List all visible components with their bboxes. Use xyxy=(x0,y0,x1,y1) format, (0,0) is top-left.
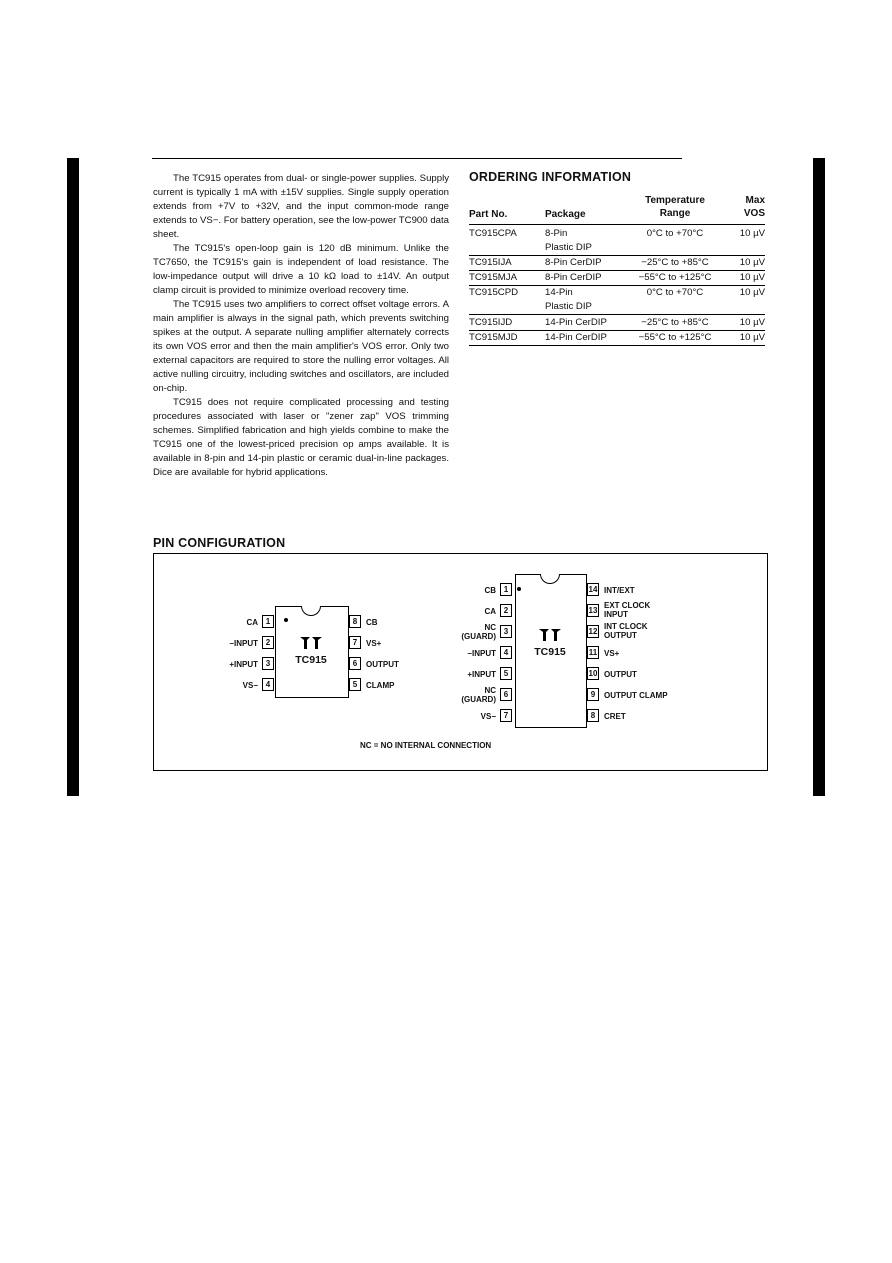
pin-config-frame xyxy=(153,553,768,771)
dip14-pin1-dot xyxy=(517,587,521,591)
paragraph-3: The TC915 uses two amplifiers to correct offset voltage errors. A main amplifier is always in the signal path, which prevents switching spikes at the output. A separate nulling amplifier alternately corrects its own VOS error and then the main amplifier's VOS error. Only two external capacitors are required to store the nulling error voltages. All active nulling circuitry, including switches and oscillators, are included on-chip. xyxy=(153,299,449,394)
row-package: 8-Pin xyxy=(545,228,568,239)
row-rule xyxy=(469,314,765,315)
header-max-2: VOS xyxy=(743,208,765,219)
dip14-pin-label: VS+ xyxy=(604,649,620,658)
ordering-title: ORDERING INFORMATION xyxy=(469,170,632,184)
row-temp: −25°C to +85°C xyxy=(641,257,709,268)
nc-note: NC = NO INTERNAL CONNECTION xyxy=(360,741,492,750)
dip14-pin-box: 1 xyxy=(500,583,512,596)
dip14-pin-box: 5 xyxy=(500,667,512,680)
header-rule xyxy=(469,224,765,225)
description-column xyxy=(153,172,449,480)
dip14-pin-label: NC xyxy=(484,623,496,632)
dip8-pin-box: 4 xyxy=(262,678,274,691)
dip8-pin-box: 7 xyxy=(349,636,361,649)
row-vos: 10 µV xyxy=(739,272,765,283)
dip14-pin-box: 9 xyxy=(587,688,599,701)
dip14-pin-label: VS− xyxy=(480,712,496,721)
dip14-pin-label: OUTPUT xyxy=(604,670,637,679)
row-temp: 0°C to +70°C xyxy=(646,287,704,298)
dip14-pin-box: 8 xyxy=(587,709,599,722)
row-vos: 10 µV xyxy=(739,332,765,343)
row-part: TC915IJA xyxy=(469,257,512,268)
row-package: 8-Pin CerDIP xyxy=(545,272,602,283)
dip14-pin-label: CA xyxy=(484,607,496,616)
row-rule xyxy=(469,345,765,346)
header-temp-1: Temperature xyxy=(645,195,705,206)
dip8-pin-label: OUTPUT xyxy=(366,660,399,669)
dip8-pin-label: VS− xyxy=(242,681,258,690)
dip14-pin-label: CRET xyxy=(604,712,626,721)
dip8-pin-box: 8 xyxy=(349,615,361,628)
dip8-pin-label: –INPUT xyxy=(229,639,258,648)
dip14-chip-label: TC915 xyxy=(534,646,566,658)
dip8-pin-box: 5 xyxy=(349,678,361,691)
dip8-pin-label: CA xyxy=(246,618,258,627)
dip14-pin-label-2: OUTPUT xyxy=(604,631,637,640)
dip14-pin-label: INT CLOCK xyxy=(604,622,648,631)
dip14-pin-box: 10 xyxy=(588,669,598,678)
header-package: Package xyxy=(545,209,586,220)
header-part: Part No. xyxy=(469,209,508,220)
dip14-pin-box: 12 xyxy=(588,627,598,636)
dip8-chip-label: TC915 xyxy=(295,654,327,666)
dip14-pin-box: 4 xyxy=(500,646,512,659)
row-part: TC915MJA xyxy=(469,272,517,283)
dip14-pin-box: 7 xyxy=(500,709,512,722)
row-vos: 10 µV xyxy=(739,287,765,298)
row-temp: −25°C to +85°C xyxy=(641,317,709,328)
row-vos: 10 µV xyxy=(739,257,765,268)
ordering-table xyxy=(469,192,765,352)
row-package-2: Plastic DIP xyxy=(545,301,592,312)
dip8-pin-box: 1 xyxy=(262,615,274,628)
dip14-logo-icon xyxy=(538,628,562,647)
dip14-pin-label: INT/EXT xyxy=(604,586,635,595)
top-rule xyxy=(152,158,682,159)
dip8-pin-label: +INPUT xyxy=(229,660,258,669)
dip14-pin-label: OUTPUT CLAMP xyxy=(604,691,668,700)
row-part: TC915CPA xyxy=(469,228,517,239)
dip14-pin-label-2: (GUARD) xyxy=(461,695,496,704)
dip14-pin-box: 3 xyxy=(500,625,512,638)
left-margin-bar xyxy=(67,158,79,796)
dip8-pin-box: 6 xyxy=(349,657,361,670)
dip14-pin-box: 13 xyxy=(588,606,598,615)
dip8-pin-label: CB xyxy=(366,618,378,627)
dip8-logo-icon xyxy=(299,636,323,655)
row-package: 14-Pin CerDIP xyxy=(545,332,607,343)
dip14-pin-label: CB xyxy=(484,586,496,595)
dip14-pin-label: +INPUT xyxy=(467,670,496,679)
dip8-pin-label: VS+ xyxy=(366,639,382,648)
dip8-pin-label: CLAMP xyxy=(366,681,395,690)
row-package: 14-Pin CerDIP xyxy=(545,317,607,328)
row-package: 14-Pin xyxy=(545,287,573,298)
row-part: TC915MJD xyxy=(469,332,518,343)
header-temp-2: Range xyxy=(659,208,691,219)
row-part: TC915IJD xyxy=(469,317,513,328)
row-temp: 0°C to +70°C xyxy=(646,228,704,239)
header-max-1: Max xyxy=(745,195,765,206)
dip8-pin-box: 2 xyxy=(262,636,274,649)
row-part: TC915CPD xyxy=(469,287,519,298)
dip14-pin-label: EXT CLOCK xyxy=(604,601,651,610)
dip14-pin-box: 6 xyxy=(500,688,512,701)
dip14-pin-label: NC xyxy=(484,686,496,695)
dip14-pin-box: 11 xyxy=(588,648,598,657)
row-vos: 10 µV xyxy=(739,317,765,328)
paragraph-2: The TC915's open-loop gain is 120 dB minimum. Unlike the TC7650, the TC915's gain is independent of load resistance. The low-impedance output will drive a 10 kΩ load to ±14V. An output clamp circuit is provided to minimize overload recovery time. xyxy=(153,243,449,296)
row-package: 8-Pin CerDIP xyxy=(545,257,602,268)
row-temp: −55°C to +125°C xyxy=(638,332,712,343)
dip14-pin-label-2: (GUARD) xyxy=(461,632,496,641)
dip8-pin-box: 3 xyxy=(262,657,274,670)
dip14-pin-label: –INPUT xyxy=(467,649,496,658)
right-margin-bar xyxy=(813,158,825,796)
row-vos: 10 µV xyxy=(739,228,765,239)
dip14-pin-box: 2 xyxy=(500,604,512,617)
dip14-pin-box: 14 xyxy=(588,585,598,594)
paragraph-1: The TC915 operates from dual- or single-power supplies. Supply current is typically 1 mA with ±15V supplies. Single supply operation extends from +7V to +32V, and the input common-mode range extends to VS−. For battery operation, see the low-power TC900 data sheet. xyxy=(153,173,449,240)
dip8-pin1-dot xyxy=(284,618,288,622)
paragraph-4: TC915 does not require complicated processing and testing procedures associated with laser or "zener zap" VOS trimming schemes. Simplified fabrication and high yields combine to make the TC915 one of the lowest-priced precision op amps available. It is available in 8-pin and 14-pin plastic or ceramic dual-in-line packages. Dice are available for hybrid applications. xyxy=(153,397,449,478)
pin-config-title: PIN CONFIGURATION xyxy=(153,536,286,550)
row-temp: −55°C to +125°C xyxy=(638,272,712,283)
dip14-pin-label-2: INPUT xyxy=(604,610,628,619)
row-package-2: Plastic DIP xyxy=(545,242,592,253)
